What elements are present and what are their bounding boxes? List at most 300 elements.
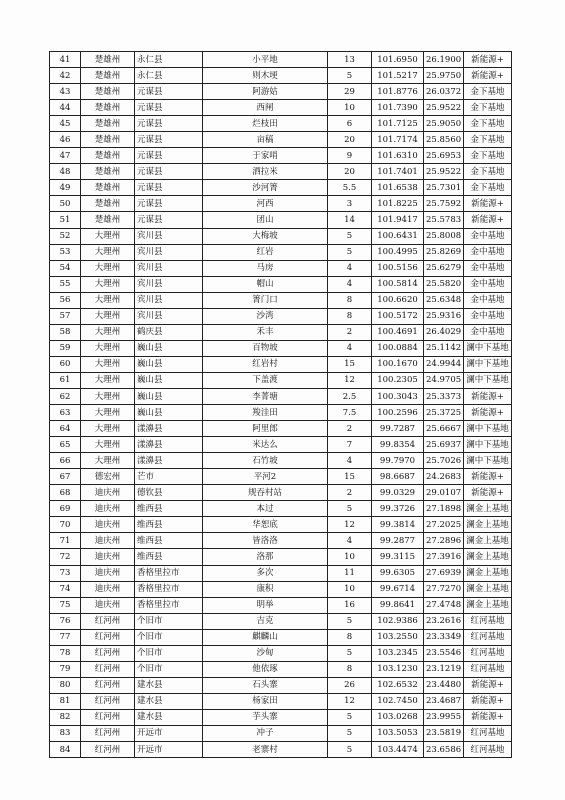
- site-name-cell: 老寨村: [203, 742, 328, 758]
- capacity-cell: 7.5: [328, 405, 372, 421]
- table-row: [50, 597, 512, 613]
- capacity-cell: 2.5: [328, 388, 372, 404]
- row-index: 70: [50, 517, 81, 533]
- table-row: [50, 421, 512, 437]
- base-cell: 金中基地: [464, 244, 512, 260]
- base-cell: 红河基地: [464, 645, 512, 661]
- site-name-cell: 洛那: [203, 549, 328, 565]
- longitude-cell: 101.7401: [372, 164, 424, 180]
- table-row: [50, 405, 512, 421]
- county-cell: 漾濞县: [135, 453, 203, 469]
- latitude-cell: 27.7270: [424, 581, 464, 597]
- capacity-cell: 26: [328, 677, 372, 693]
- latitude-cell: 27.2025: [424, 517, 464, 533]
- base-cell: 澜金上基地: [464, 549, 512, 565]
- longitude-cell: 102.6532: [372, 677, 424, 693]
- table-row: [50, 132, 512, 148]
- latitude-cell: 23.1219: [424, 661, 464, 677]
- prefecture-cell: 大理州: [81, 437, 135, 453]
- latitude-cell: 25.9050: [424, 116, 464, 132]
- longitude-cell: 100.5172: [372, 308, 424, 324]
- prefecture-cell: 大理州: [81, 228, 135, 244]
- longitude-cell: 103.2550: [372, 629, 424, 645]
- base-cell: 澜中下基地: [464, 453, 512, 469]
- prefecture-cell: 迪庆州: [81, 517, 135, 533]
- county-cell: 个旧市: [135, 629, 203, 645]
- row-index: 57: [50, 308, 81, 324]
- base-cell: 澜中下基地: [464, 356, 512, 372]
- longitude-cell: 102.7450: [372, 693, 424, 709]
- row-index: 68: [50, 485, 81, 501]
- latitude-cell: 27.3916: [424, 549, 464, 565]
- table-row: [50, 629, 512, 645]
- county-cell: 香格里拉市: [135, 597, 203, 613]
- county-cell: 维西县: [135, 501, 203, 517]
- prefecture-cell: 大理州: [81, 260, 135, 276]
- table-row: [50, 517, 512, 533]
- base-cell: 澜金上基地: [464, 533, 512, 549]
- capacity-cell: 13: [328, 52, 372, 68]
- table-row: [50, 340, 512, 356]
- prefecture-cell: 大理州: [81, 421, 135, 437]
- latitude-cell: 23.2616: [424, 613, 464, 629]
- county-cell: 巍山县: [135, 340, 203, 356]
- base-cell: 金中基地: [464, 228, 512, 244]
- latitude-cell: 23.3349: [424, 629, 464, 645]
- table-row: [50, 565, 512, 581]
- base-cell: 红河基地: [464, 661, 512, 677]
- capacity-cell: 4: [328, 340, 372, 356]
- capacity-cell: 4: [328, 260, 372, 276]
- capacity-cell: 12: [328, 693, 372, 709]
- row-index: 73: [50, 565, 81, 581]
- county-cell: 个旧市: [135, 645, 203, 661]
- capacity-cell: 5: [328, 244, 372, 260]
- row-index: 53: [50, 244, 81, 260]
- base-cell: 金中基地: [464, 324, 512, 340]
- latitude-cell: 25.6348: [424, 292, 464, 308]
- longitude-cell: 103.4474: [372, 742, 424, 758]
- row-index: 49: [50, 180, 81, 196]
- table-row: [50, 501, 512, 517]
- county-cell: 永仁县: [135, 52, 203, 68]
- prefecture-cell: 红河州: [81, 613, 135, 629]
- base-cell: 澜中下基地: [464, 340, 512, 356]
- latitude-cell: 25.8269: [424, 244, 464, 260]
- table-row: [50, 68, 512, 84]
- capacity-cell: 5: [328, 501, 372, 517]
- base-cell: 澜中下基地: [464, 372, 512, 388]
- site-name-cell: 百物坡: [203, 340, 328, 356]
- row-index: 50: [50, 196, 81, 212]
- capacity-cell: 5: [328, 613, 372, 629]
- capacity-cell: 8: [328, 292, 372, 308]
- county-cell: 巍山县: [135, 388, 203, 404]
- table-row: [50, 485, 512, 501]
- county-cell: 宾川县: [135, 292, 203, 308]
- county-cell: 德钦县: [135, 485, 203, 501]
- capacity-cell: 8: [328, 629, 372, 645]
- county-cell: 开远市: [135, 725, 203, 741]
- site-name-cell: 本过: [203, 501, 328, 517]
- county-cell: 元谋县: [135, 148, 203, 164]
- longitude-cell: 99.7287: [372, 421, 424, 437]
- longitude-cell: 101.6950: [372, 52, 424, 68]
- latitude-cell: 27.6939: [424, 565, 464, 581]
- longitude-cell: 99.0329: [372, 485, 424, 501]
- longitude-cell: 101.6310: [372, 148, 424, 164]
- table-row: [50, 581, 512, 597]
- row-index: 55: [50, 276, 81, 292]
- latitude-cell: 23.4687: [424, 693, 464, 709]
- longitude-cell: 100.4691: [372, 324, 424, 340]
- site-name-cell: 平河2: [203, 469, 328, 485]
- latitude-cell: 24.2683: [424, 469, 464, 485]
- capacity-cell: 5: [328, 68, 372, 84]
- prefecture-cell: 大理州: [81, 308, 135, 324]
- row-index: 59: [50, 340, 81, 356]
- site-name-cell: 团山: [203, 212, 328, 228]
- prefecture-cell: 大理州: [81, 388, 135, 404]
- longitude-cell: 99.8354: [372, 437, 424, 453]
- prefecture-cell: 红河州: [81, 661, 135, 677]
- table-row: [50, 244, 512, 260]
- row-index: 47: [50, 148, 81, 164]
- site-name-cell: 芋头寨: [203, 709, 328, 725]
- row-index: 83: [50, 725, 81, 741]
- row-index: 71: [50, 533, 81, 549]
- row-index: 72: [50, 549, 81, 565]
- row-index: 42: [50, 68, 81, 84]
- base-cell: 红河基地: [464, 725, 512, 741]
- capacity-cell: 5: [328, 645, 372, 661]
- table-row: [50, 372, 512, 388]
- base-cell: 澜金上基地: [464, 517, 512, 533]
- latitude-cell: 25.9522: [424, 164, 464, 180]
- site-name-cell: 小平地: [203, 52, 328, 68]
- site-name-cell: 禾丰: [203, 324, 328, 340]
- base-cell: 澜金上基地: [464, 565, 512, 581]
- latitude-cell: 25.9750: [424, 68, 464, 84]
- row-index: 58: [50, 324, 81, 340]
- capacity-cell: 10: [328, 581, 372, 597]
- base-cell: 澜金上基地: [464, 581, 512, 597]
- latitude-cell: 25.7026: [424, 453, 464, 469]
- prefecture-cell: 大理州: [81, 276, 135, 292]
- row-index: 80: [50, 677, 81, 693]
- longitude-cell: 99.3814: [372, 517, 424, 533]
- prefecture-cell: 德宏州: [81, 469, 135, 485]
- county-cell: 个旧市: [135, 613, 203, 629]
- capacity-cell: 16: [328, 597, 372, 613]
- county-cell: 元谋县: [135, 132, 203, 148]
- site-name-cell: 沙甸: [203, 645, 328, 661]
- capacity-cell: 15: [328, 356, 372, 372]
- table-row: [50, 228, 512, 244]
- longitude-cell: 99.6714: [372, 581, 424, 597]
- base-cell: 澜中下基地: [464, 437, 512, 453]
- base-cell: 新能源+: [464, 52, 512, 68]
- row-index: 77: [50, 629, 81, 645]
- county-cell: 香格里拉市: [135, 565, 203, 581]
- row-index: 45: [50, 116, 81, 132]
- latitude-cell: 27.1898: [424, 501, 464, 517]
- county-cell: 永仁县: [135, 68, 203, 84]
- latitude-cell: 27.4748: [424, 597, 464, 613]
- prefecture-cell: 大理州: [81, 356, 135, 372]
- longitude-cell: 101.5217: [372, 68, 424, 84]
- capacity-cell: 10: [328, 100, 372, 116]
- longitude-cell: 99.6305: [372, 565, 424, 581]
- row-index: 67: [50, 469, 81, 485]
- prefecture-cell: 大理州: [81, 244, 135, 260]
- site-name-cell: 冲子: [203, 725, 328, 741]
- county-cell: 元谋县: [135, 212, 203, 228]
- longitude-cell: 99.7970: [372, 453, 424, 469]
- base-cell: 金下基地: [464, 116, 512, 132]
- base-cell: 新能源+: [464, 212, 512, 228]
- table-row: [50, 742, 512, 758]
- county-cell: 元谋县: [135, 116, 203, 132]
- latitude-cell: 25.3725: [424, 405, 464, 421]
- latitude-cell: 24.9705: [424, 372, 464, 388]
- county-cell: 元谋县: [135, 100, 203, 116]
- table-row: [50, 469, 512, 485]
- site-name-cell: 李菁塘: [203, 388, 328, 404]
- base-cell: 红河基地: [464, 613, 512, 629]
- row-index: 74: [50, 581, 81, 597]
- row-index: 75: [50, 597, 81, 613]
- longitude-cell: 101.7125: [372, 116, 424, 132]
- site-name-cell: 沙河箐: [203, 180, 328, 196]
- row-index: 60: [50, 356, 81, 372]
- prefecture-cell: 红河州: [81, 709, 135, 725]
- county-cell: 维西县: [135, 517, 203, 533]
- capacity-cell: 2: [328, 324, 372, 340]
- base-cell: 金下基地: [464, 100, 512, 116]
- base-cell: 金中基地: [464, 276, 512, 292]
- project-table: [49, 51, 512, 758]
- base-cell: 澜金上基地: [464, 597, 512, 613]
- row-index: 61: [50, 372, 81, 388]
- longitude-cell: 100.2596: [372, 405, 424, 421]
- prefecture-cell: 红河州: [81, 693, 135, 709]
- longitude-cell: 101.6538: [372, 180, 424, 196]
- prefecture-cell: 迪庆州: [81, 533, 135, 549]
- county-cell: 建水县: [135, 677, 203, 693]
- longitude-cell: 102.9386: [372, 613, 424, 629]
- longitude-cell: 100.4995: [372, 244, 424, 260]
- site-name-cell: 羧洼田: [203, 405, 328, 421]
- site-name-cell: 红岩: [203, 244, 328, 260]
- base-cell: 澜金上基地: [464, 501, 512, 517]
- longitude-cell: 100.3043: [372, 388, 424, 404]
- base-cell: 新能源+: [464, 469, 512, 485]
- row-index: 48: [50, 164, 81, 180]
- longitude-cell: 101.9417: [372, 212, 424, 228]
- capacity-cell: 5.5: [328, 180, 372, 196]
- site-name-cell: 沙湾: [203, 308, 328, 324]
- longitude-cell: 99.8641: [372, 597, 424, 613]
- prefecture-cell: 红河州: [81, 629, 135, 645]
- latitude-cell: 29.0107: [424, 485, 464, 501]
- base-cell: 金下基地: [464, 164, 512, 180]
- table-row: [50, 84, 512, 100]
- row-index: 52: [50, 228, 81, 244]
- prefecture-cell: 红河州: [81, 677, 135, 693]
- site-name-cell: 则木埂: [203, 68, 328, 84]
- county-cell: 元谋县: [135, 196, 203, 212]
- table-row: [50, 645, 512, 661]
- longitude-cell: 100.6620: [372, 292, 424, 308]
- prefecture-cell: 大理州: [81, 292, 135, 308]
- capacity-cell: 15: [328, 469, 372, 485]
- table-row: [50, 260, 512, 276]
- longitude-cell: 98.6687: [372, 469, 424, 485]
- county-cell: 鹤庆县: [135, 324, 203, 340]
- row-index: 62: [50, 388, 81, 404]
- county-cell: 元谋县: [135, 84, 203, 100]
- latitude-cell: 23.6586: [424, 742, 464, 758]
- capacity-cell: 2: [328, 485, 372, 501]
- base-cell: 新能源+: [464, 693, 512, 709]
- site-name-cell: 皆洛洛: [203, 533, 328, 549]
- latitude-cell: 27.2896: [424, 533, 464, 549]
- table-row: [50, 116, 512, 132]
- county-cell: 宾川县: [135, 244, 203, 260]
- county-cell: 宾川县: [135, 276, 203, 292]
- county-cell: 巍山县: [135, 356, 203, 372]
- latitude-cell: 25.8560: [424, 132, 464, 148]
- latitude-cell: 25.6667: [424, 421, 464, 437]
- prefecture-cell: 楚雄州: [81, 100, 135, 116]
- longitude-cell: 100.6431: [372, 228, 424, 244]
- longitude-cell: 100.0884: [372, 340, 424, 356]
- site-name-cell: 米达么: [203, 437, 328, 453]
- site-name-cell: 西闸: [203, 100, 328, 116]
- prefecture-cell: 楚雄州: [81, 84, 135, 100]
- capacity-cell: 7: [328, 437, 372, 453]
- site-name-cell: 洒拉米: [203, 164, 328, 180]
- county-cell: 宾川县: [135, 308, 203, 324]
- table-row: [50, 677, 512, 693]
- longitude-cell: 103.5053: [372, 725, 424, 741]
- table-row: [50, 324, 512, 340]
- latitude-cell: 25.9522: [424, 100, 464, 116]
- latitude-cell: 25.8008: [424, 228, 464, 244]
- capacity-cell: 20: [328, 164, 372, 180]
- site-name-cell: 石头寨: [203, 677, 328, 693]
- base-cell: 新能源+: [464, 485, 512, 501]
- site-name-cell: 阿里郎: [203, 421, 328, 437]
- capacity-cell: 10: [328, 549, 372, 565]
- table-row: [50, 148, 512, 164]
- row-index: 41: [50, 52, 81, 68]
- site-name-cell: 红岩村: [203, 356, 328, 372]
- longitude-cell: 103.2345: [372, 645, 424, 661]
- county-cell: 个旧市: [135, 661, 203, 677]
- latitude-cell: 25.7592: [424, 196, 464, 212]
- site-name-cell: 麒麟山: [203, 629, 328, 645]
- base-cell: 新能源+: [464, 388, 512, 404]
- capacity-cell: 4: [328, 453, 372, 469]
- prefecture-cell: 楚雄州: [81, 148, 135, 164]
- base-cell: 红河基地: [464, 742, 512, 758]
- table-row: [50, 549, 512, 565]
- site-name-cell: 大梅坡: [203, 228, 328, 244]
- prefecture-cell: 楚雄州: [81, 212, 135, 228]
- prefecture-cell: 大理州: [81, 453, 135, 469]
- prefecture-cell: 迪庆州: [81, 597, 135, 613]
- base-cell: 金下基地: [464, 84, 512, 100]
- prefecture-cell: 楚雄州: [81, 52, 135, 68]
- table-row: [50, 356, 512, 372]
- longitude-cell: 101.7390: [372, 100, 424, 116]
- capacity-cell: 20: [328, 132, 372, 148]
- county-cell: 漾濞县: [135, 437, 203, 453]
- row-index: 78: [50, 645, 81, 661]
- county-cell: 开远市: [135, 742, 203, 758]
- prefecture-cell: 大理州: [81, 405, 135, 421]
- longitude-cell: 100.5814: [372, 276, 424, 292]
- site-name-cell: 石竹坡: [203, 453, 328, 469]
- prefecture-cell: 楚雄州: [81, 132, 135, 148]
- latitude-cell: 25.7301: [424, 180, 464, 196]
- county-cell: 巍山县: [135, 405, 203, 421]
- row-index: 51: [50, 212, 81, 228]
- latitude-cell: 23.9955: [424, 709, 464, 725]
- site-name-cell: 箐门口: [203, 292, 328, 308]
- prefecture-cell: 迪庆州: [81, 501, 135, 517]
- site-name-cell: 下盖渡: [203, 372, 328, 388]
- county-cell: 维西县: [135, 549, 203, 565]
- prefecture-cell: 迪庆州: [81, 565, 135, 581]
- row-index: 81: [50, 693, 81, 709]
- row-index: 63: [50, 405, 81, 421]
- capacity-cell: 5: [328, 742, 372, 758]
- table-row: [50, 693, 512, 709]
- prefecture-cell: 大理州: [81, 372, 135, 388]
- capacity-cell: 6: [328, 116, 372, 132]
- site-name-cell: 烂枝田: [203, 116, 328, 132]
- row-index: 84: [50, 742, 81, 758]
- county-cell: 建水县: [135, 693, 203, 709]
- county-cell: 元谋县: [135, 164, 203, 180]
- base-cell: 新能源+: [464, 677, 512, 693]
- longitude-cell: 101.8776: [372, 84, 424, 100]
- capacity-cell: 3: [328, 196, 372, 212]
- capacity-cell: 12: [328, 372, 372, 388]
- table-row: [50, 100, 512, 116]
- capacity-cell: 2: [328, 421, 372, 437]
- base-cell: 澜中下基地: [464, 421, 512, 437]
- base-cell: 新能源+: [464, 709, 512, 725]
- prefecture-cell: 红河州: [81, 645, 135, 661]
- capacity-cell: 8: [328, 308, 372, 324]
- latitude-cell: 25.5820: [424, 276, 464, 292]
- table-row: [50, 437, 512, 453]
- site-name-cell: 明举: [203, 597, 328, 613]
- table-row: [50, 533, 512, 549]
- capacity-cell: 14: [328, 212, 372, 228]
- prefecture-cell: 大理州: [81, 324, 135, 340]
- capacity-cell: 5: [328, 709, 372, 725]
- row-index: 79: [50, 661, 81, 677]
- row-index: 54: [50, 260, 81, 276]
- prefecture-cell: 楚雄州: [81, 164, 135, 180]
- base-cell: 金下基地: [464, 132, 512, 148]
- table-row: [50, 180, 512, 196]
